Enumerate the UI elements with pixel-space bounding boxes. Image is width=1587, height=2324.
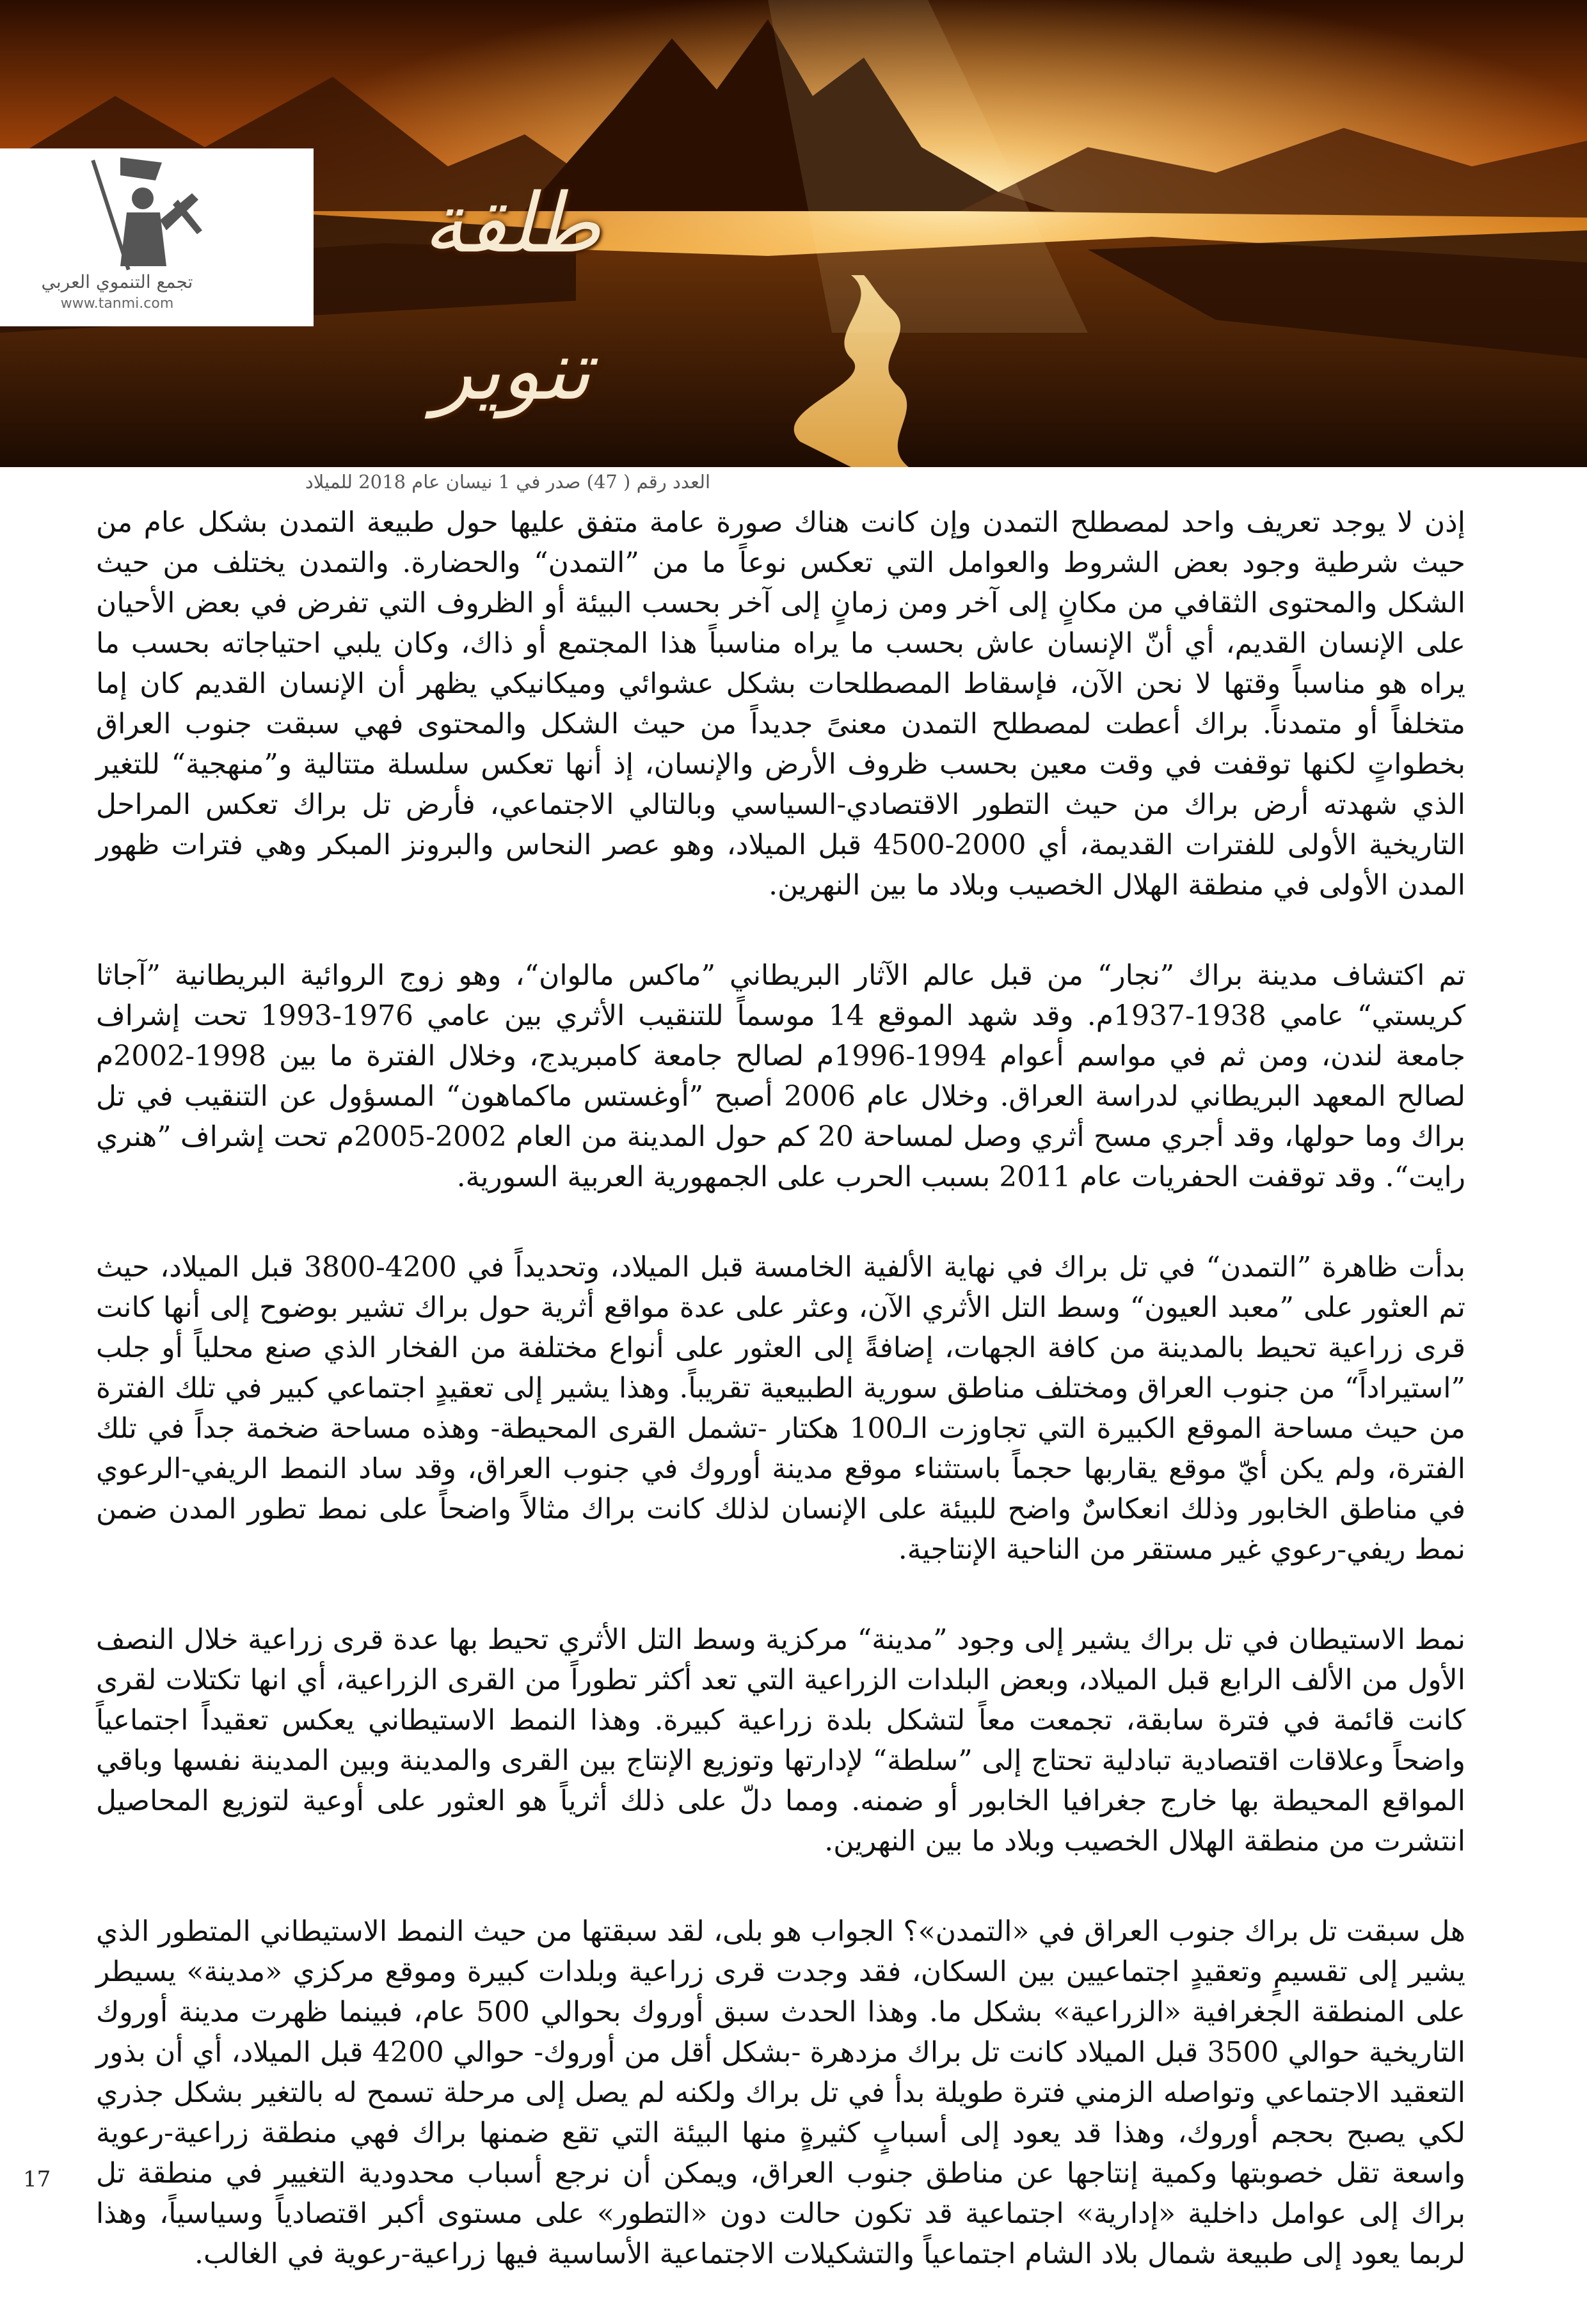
- paragraph: تم اكتشاف مدينة براك ”نجار“ من قبل عالم الآثار البريطاني ”ماكس مالوان“، وهو زوج الروائية البريطانية ”آجاثا كريستي“ عامي 1938-1937م. وقد شهد الموقع 14 موسماً للتنقيب الأثري بين عامي 1976-1993 تحت إشراف جامعة لندن، ومن ثم في مواسم أعوام 1994-1996م لصالح جامعة كامبريدج، وخلال الفترة ما بين 1998-2002م لصالح المعهد البريطاني لدراسة العراق. وخلال عام 2006 أصبح ”أوغستس ماكماهون“ المسؤول عن التنقيب في تل براك وما حولها، وقد أجري مسح أثري وصل لمساحة 20 كم حول المدينة من العام 2002-2005م تحت إشراف ”هنري رايت“. وقد توقفت الحفريات عام 2011 بسبب الحرب على الجمهورية العربية السورية.: [96, 959, 1466, 1193]
- page-number: 17: [23, 2167, 51, 2192]
- paragraph: هل سبقت تل براك جنوب العراق في «التمدن»؟ الجواب هو بلى، لقد سبقتها من حيث النمط الاستيطاني المتطور الذي يشير إلى تقسيمٍ وتعقيدٍ اجتماعيين بين السكان، فقد وجدت قرى زراعية وبلدات كبيرة وموقع مركزي «مدينة» يسيطر على المنطقة الجغرافية «الزراعية» بشكل ما. وهذا الحدث سبق أوروك بحوالي 500 عام، فبينما ظهرت مدينة أوروك التاريخية حوالي 3500 قبل الميلاد كانت تل براك مزدهرة -بشكل أقل من أوروك- حوالي 4200 قبل الميلاد، أي أن بذور التعقيد الاجتماعي وتواصله الزمني فترة طويلة بدأ في تل براك ولكنه لم يصل إلى مرحلة تسمح له بالتغير بشكل جذري لكي يصبح بحجم أوروك، وهذا قد يعود إلى أسبابٍ كثيرةٍ منها البيئة التي تقع ضمنها براك فهي منطقة زراعية-رعوية واسعة تقل خصوبتها وكمية إنتاجها عن مناطق جنوب العراق، ويمكن أن نرجع أسباب محدودية التغيير في منطقة تل براك إلى عوامل داخلية «إدارية» اجتماعية قد تكون حالت دون «التطور» على مستوى أكبر اقتصادياً وسياسياً، وهذا لربما يعود إلى طبيعة شمال بلاد الشام اجتماعياً والتشكيلات الاجتماعية الأساسية فيها زراعية-رعوية في الغالب.: [96, 1915, 1465, 2270]
- paragraph: بدأت ظاهرة ”التمدن“ في تل براك في نهاية الألفية الخامسة قبل الميلاد، وتحديداً في 4200-3800 قبل الميلاد، حيث تم العثور على ”معبد العيون“ وسط التل الأثري الآن، وعثر على عدة مواقع أثرية حول براك تشير بوضوح إلى أنها كانت قرى زراعية تحيط بالمدينة من كافة الجهات، إضافةً إلى العثور على أنواع مختلفة من الفخار الذي صنع محلياً أو جلب ”استيراداً“ من جنوب العراق ومختلف مناطق سورية الطبيعية تقريباً. وهذا يشير إلى تعقيدٍ اجتماعي كبير في تلك الفترة من حيث مساحة الموقع الكبيرة التي تجاوزت الـ100 هكتار -تشمل القرى المحيطة- وهذه مساحة ضخمة جداً في تلك الفترة، ولم يكن أيّ موقع يقاربها حجماً باستثناء موقع مدينة أوروك في جنوب العراق، وقد ساد النمط الريفي-الرعوي في مناطق الخابور وذلك انعكاسٌ واضح للبيئة على الإنسان لذلك كانت براك مثالاً واضحاً على نمط تطور المدن ضمن نمط ريفي-رعوي غير مستقر من الناحية الإنتاجية.: [96, 1251, 1465, 1566]
- organization-logo-icon: [24, 154, 235, 282]
- logo-caption: تجمع التنموي العربي: [41, 271, 193, 292]
- paragraph: نمط الاستيطان في تل براك يشير إلى وجود ”مدينة“ مركزية وسط التل الأثري تحيط بها عدة قرى زراعية خلال النصف الأول من الألف الرابع قبل الميلاد، وبعض البلدات الزراعية التي تعد أكثر تطوراً من القرى الزراعية، أي انها تكتلات لقرى كانت قائمة في فترة سابقة، تجمعت معاً لتشكل بلدة زراعية كبيرة. وهذا النمط الاستيطاني يعكس تعقيداً اجتماعياً واضحاً وعلاقات اقتصادية تبادلية تحتاج إلى ”سلطة“ لإدارتها وتوزيع الإنتاج بين القرى والمدينة وبين المدينة نفسها وباقي المواقع المحيطة بها خارج جغرافيا الخابور أو ضمنه. ومما دلّ على ذلك أثرياً هو العثور على أوعية لتوزيع المحاصيل انتشرت من منطقة الهلال الخصيب وبلاد ما بين النهرين.: [96, 1623, 1466, 1858]
- logo-panel: [0, 148, 314, 326]
- magazine-title: طلقة تنوير: [423, 176, 601, 418]
- article-body: [96, 502, 1465, 2324]
- issue-info: العدد رقم ( 47) صدر في 1 نيسان عام 2018 للميلاد: [305, 471, 710, 493]
- paragraph: إذن لا يوجد تعريف واحد لمصطلح التمدن وإن كانت هناك صورة عامة متفق عليها حول طبيعة التمدن بشكل عام من حيث شرطية وجود بعض الشروط والعوامل التي تعكس نوعاً ما من ”التمدن“ والحضارة. والتمدن يختلف من حيث الشكل والمحتوى الثقافي من مكانٍ إلى آخر ومن زمانٍ إلى آخر بحسب البيئة أو الظروف التي تفرض في بعض الأحيان على الإنسان القديم، أي أنّ الإنسان عاش بحسب ما يراه مناسباً هذا المجتمع أو ذاك، وكان يلبي احتياجاته بحسب ما يراه هو مناسباً وقتها لا نحن الآن، فإسقاط المصطلحات بشكل عشوائي وميكانيكي يظهر أن الإنسان القديم كان إما متخلفاً أو متمدناً. براك أعطت لمصطلح التمدن معنىً جديداً من حيث الشكل والمحتوى فهي سبقت جنوب العراق بخطواتٍ لكنها توقفت في وقت معين بحسب ظروف الأرض والإنسان، إذ أنها تعكس سلسلة متتالية و”منهجية“ للتغير الذي شهدته أرض براك من حيث التطور الاقتصادي-السياسي وبالتالي الاجتماعي، فأرض تل براك تعكس المراحل التاريخية الأولى للفترات القديمة، أي 2000-4500 قبل الميلاد، وهو عصر النحاس والبرونز المبكر وهي فترات ظهور المدن الأولى في منطقة الهلال الخصيب وبلاد ما بين النهرين.: [96, 506, 1466, 902]
- logo-url: www.tanmi.com: [60, 296, 174, 312]
